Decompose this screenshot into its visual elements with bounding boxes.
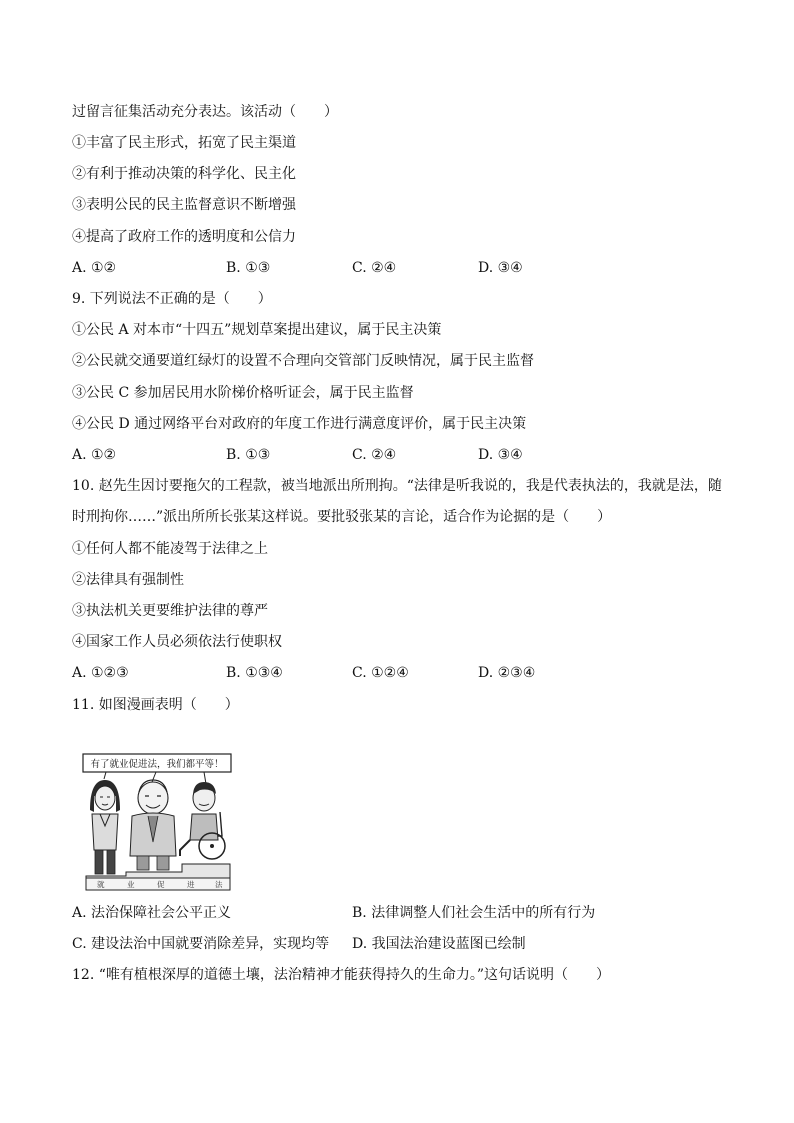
wheelchair-figure xyxy=(180,782,225,859)
q9-stem: 9. 下列说法不正确的是（ ） xyxy=(72,291,272,307)
q10-item-4: ④国家工作人员必须依法行使职权 xyxy=(72,634,282,650)
q11-option-c: C. 建设法治中国就要消除差异，实现均等 xyxy=(72,936,330,952)
cartoon-illustration xyxy=(82,752,234,894)
q10-item-1: ①任何人都不能凌驾于法律之上 xyxy=(72,541,268,557)
q10-item-3: ③执法机关更要维护法律的尊严 xyxy=(72,603,268,619)
q9-options xyxy=(72,445,732,465)
q11-option-d: D. 我国法治建设蓝图已绘制 xyxy=(352,936,526,952)
q10-option-c: C. ①②④ xyxy=(352,665,409,681)
old-man-figure xyxy=(130,780,176,870)
q11-option-b: B. 法律调整人们社会生活中的所有行为 xyxy=(352,905,596,921)
q10-stem-line-1: 10. 赵先生因讨要拖欠的工程款，被当地派出所刑拘。“法律是听我说的，我是代表执法的，我就是法，随 xyxy=(72,478,722,494)
speech-bubble-text: 有了就业促进法，我们都平等！ xyxy=(90,759,224,770)
q9-option-b: B. ①③ xyxy=(226,447,271,463)
q8-item-1: ①丰富了民主形式，拓宽了民主渠道 xyxy=(72,135,296,151)
q10-stem-line-2: 时刑拘你……”派出所所长张某这样说。要批驳张某的言论，适合作为论据的是（ ） xyxy=(72,509,612,525)
q10-options xyxy=(72,663,732,683)
q10-option-a: A. ①②③ xyxy=(72,665,129,681)
platform-char-5: 法 xyxy=(215,880,223,889)
equality-cartoon xyxy=(82,752,234,894)
q8-item-4: ④提高了政府工作的透明度和公信力 xyxy=(72,229,296,245)
platform-char-4: 进 xyxy=(187,880,195,889)
q8-options xyxy=(72,258,732,278)
platform-char-1: 就 xyxy=(97,880,105,889)
q8-option-b: B. ①③ xyxy=(226,260,271,276)
q9-item-3: ③公民 C 参加居民用水阶梯价格听证会，属于民主监督 xyxy=(72,385,414,401)
q8-stem-continuation: 过留言征集活动充分表达。该活动（ ） xyxy=(72,104,338,120)
q9-item-4: ④公民 D 通过网络平台对政府的年度工作进行满意度评价，属于民主决策 xyxy=(72,416,527,432)
q10-option-d: D. ②③④ xyxy=(478,665,536,681)
platform-char-2: 业 xyxy=(127,880,135,889)
q9-item-1: ①公民 A 对本市“十四五”规划草案提出建议，属于民主决策 xyxy=(72,322,442,338)
q8-item-2: ②有利于推动决策的科学化、民主化 xyxy=(72,166,296,182)
platform-char-3: 促 xyxy=(157,880,165,889)
q9-option-d: D. ③④ xyxy=(478,447,523,463)
q11-options-row-2 xyxy=(72,934,732,954)
q9-option-a: A. ①② xyxy=(72,447,117,463)
q10-item-2: ②法律具有强制性 xyxy=(72,572,184,588)
q8-option-d: D. ③④ xyxy=(478,260,523,276)
q11-stem: 11. 如图漫画表明（ ） xyxy=(72,697,239,713)
q11-option-a: A. 法治保障社会公平正义 xyxy=(72,905,232,921)
q12-stem: 12. “唯有植根深厚的道德土壤，法治精神才能获得持久的生命力。”这句话说明（ ） xyxy=(72,967,611,983)
q8-option-a: A. ①② xyxy=(72,260,117,276)
woman-figure xyxy=(90,780,120,874)
q8-option-c: C. ②④ xyxy=(352,260,397,276)
q11-options-row-1 xyxy=(72,903,732,923)
q9-option-c: C. ②④ xyxy=(352,447,397,463)
q8-item-3: ③表明公民的民主监督意识不断增强 xyxy=(72,197,296,213)
q10-option-b: B. ①③④ xyxy=(226,665,283,681)
q9-item-2: ②公民就交通要道红绿灯的设置不合理向交管部门反映情况，属于民主监督 xyxy=(72,353,534,369)
